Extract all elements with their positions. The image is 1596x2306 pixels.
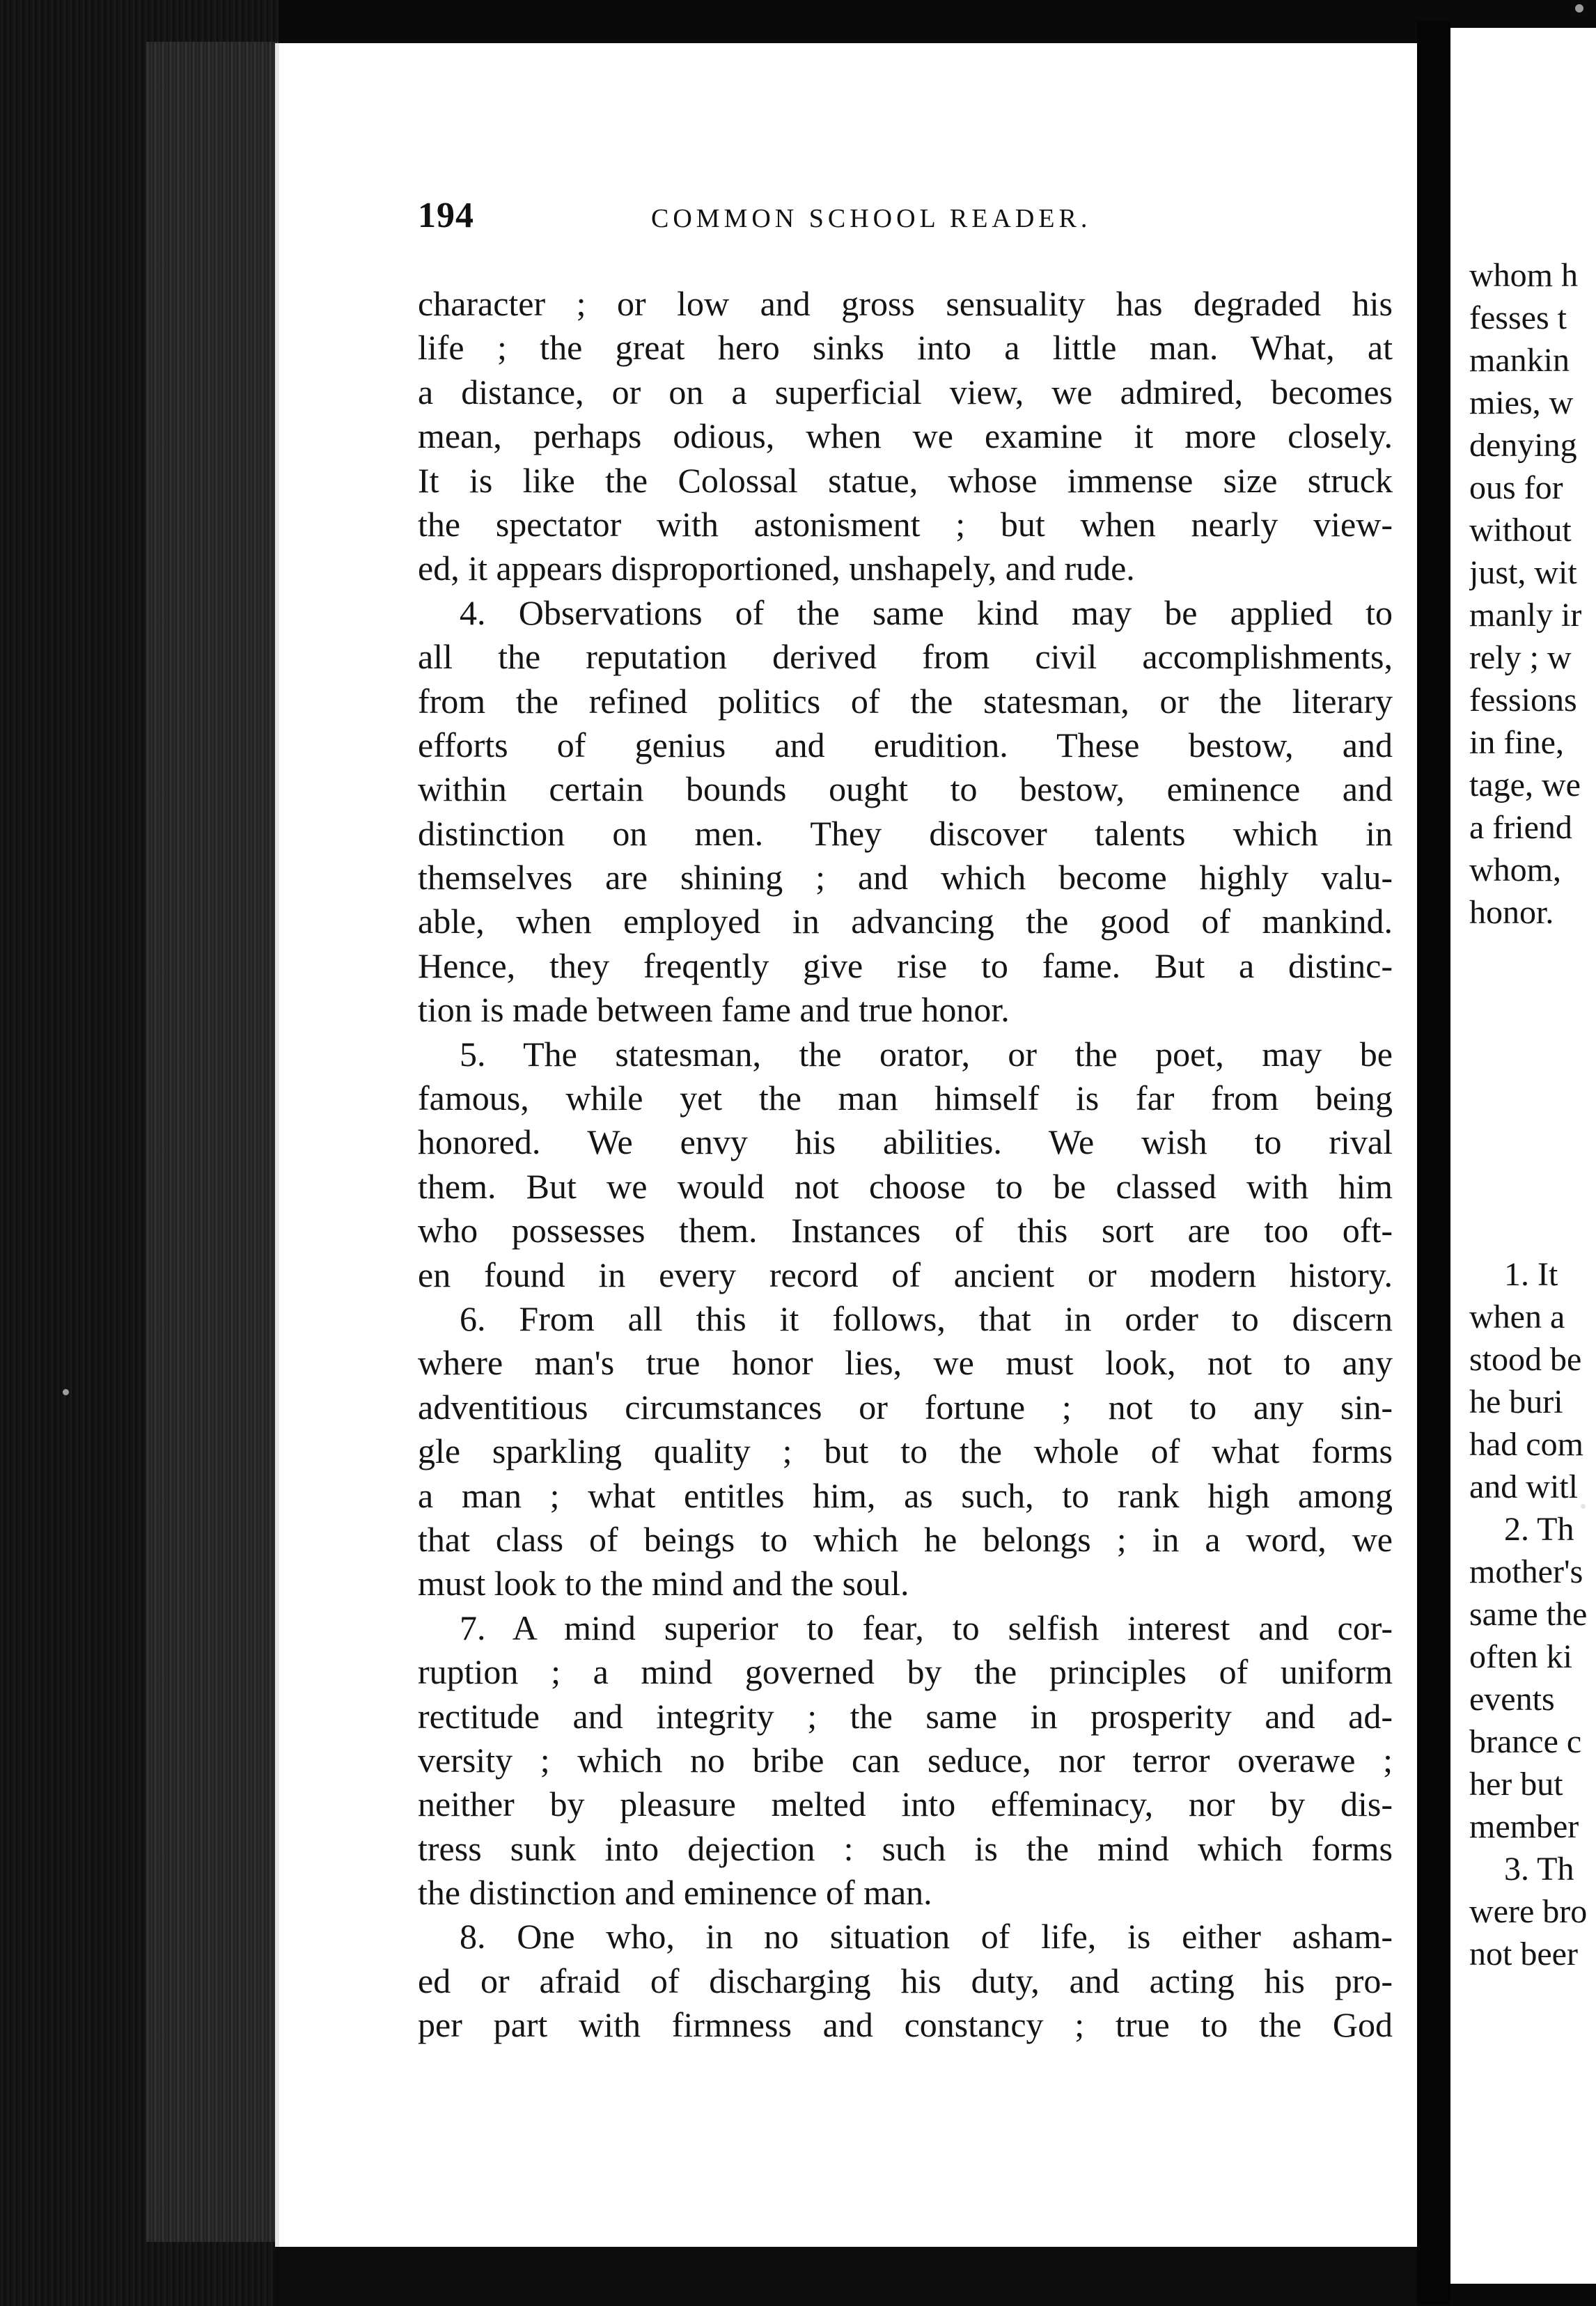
running-head: COMMON SCHOOL READER. (651, 204, 1092, 233)
text-line: just, wit (1469, 554, 1577, 591)
text-line: within certain bounds ought to bestow, eminence and (418, 769, 1393, 809)
text-line: rectitude and integrity ; the same in prosperity and ad- (418, 1696, 1393, 1736)
text-line: from the refined politics of the statesman, or the literary (418, 681, 1393, 721)
text-line: them. But we would not choose to be classed with him (418, 1166, 1393, 1206)
text-line: adventitious circumstances or fortune ; not to any sin- (418, 1387, 1393, 1427)
text-line: a friend (1469, 809, 1572, 846)
text-line: fesses t (1469, 299, 1567, 336)
text-line: member (1469, 1808, 1579, 1845)
text-line: that class of beings to which he belongs ; in a word, we (418, 1519, 1393, 1559)
text-line: he buri (1469, 1383, 1563, 1420)
text-line: must look to the mind and the soul. (418, 1564, 909, 1603)
text-line: ruption ; a mind governed by the principles of uniform (418, 1652, 1393, 1692)
text-line: mies, w (1469, 384, 1574, 421)
text-line: tress sunk into dejection : such is the mind which forms (418, 1828, 1393, 1868)
text-line: and witl (1469, 1468, 1578, 1505)
text-line: all the reputation derived from civil accomplishments, (418, 637, 1393, 677)
paragraph-start-line: 8. One who, in no situation of life, is either asham- (460, 1917, 1393, 1956)
text-line: 2. Th (1504, 1511, 1574, 1548)
text-line: fessions (1469, 682, 1577, 719)
text-line: her but (1469, 1766, 1563, 1803)
text-line: character ; or low and gross sensuality has degraded his (418, 284, 1393, 323)
text-line: ed or afraid of discharging his duty, and acting his pro- (418, 1961, 1393, 2000)
text-line: whom, (1469, 852, 1561, 888)
text-line: who possesses them. Instances of this sort are too oft- (418, 1211, 1393, 1250)
text-line: en found in every record of ancient or modern history. (418, 1255, 1393, 1294)
text-line: mother's (1469, 1553, 1583, 1590)
text-line: neither by pleasure melted into effeminacy, nor by dis- (418, 1785, 1393, 1824)
text-line: life ; the great hero sinks into a little man. What, at (418, 328, 1393, 368)
paragraph-start-line: 6. From all this it follows, that in order to discern (460, 1299, 1393, 1338)
text-line: without (1469, 512, 1572, 549)
text-line: Hence, they freqently give rise to fame. But a distinc- (418, 946, 1393, 985)
page-number: 194 (418, 196, 474, 235)
paragraph-start-line: 7. A mind superior to fear, to selfish interest and cor- (460, 1608, 1393, 1647)
text-line: often ki (1469, 1638, 1572, 1675)
page-header (418, 195, 1393, 237)
text-line: 1. It (1504, 1256, 1558, 1293)
text-line: able, when employed in advancing the good of mankind. (418, 902, 1393, 941)
text-line: distinction on men. They discover talents which in (418, 813, 1393, 853)
text-line: whom h (1469, 257, 1578, 294)
right-page-top-fragment (1469, 254, 1596, 950)
text-line: per part with firmness and constancy ; true to the God (418, 2005, 1393, 2045)
text-line: gle sparkling quality ; but to the whole of what forms (418, 1432, 1393, 1471)
text-line: same the (1469, 1596, 1588, 1633)
text-line: denying (1469, 427, 1577, 464)
text-line: mankin (1469, 342, 1570, 379)
text-line: were bro (1469, 1893, 1588, 1930)
text-line: had com (1469, 1426, 1583, 1463)
text-line: when a (1469, 1299, 1565, 1335)
book-gutter (1417, 21, 1450, 2305)
left-page-body (418, 282, 1393, 2048)
text-line: famous, while yet the man himself is far from being (418, 1079, 1393, 1118)
text-line: where man's true honor lies, we must look, not to any (418, 1343, 1393, 1383)
text-line: brance c (1469, 1723, 1582, 1760)
right-page-bottom-fragment (1469, 1253, 1596, 2005)
text-line: in fine, (1469, 724, 1564, 761)
paragraph-start-line: 5. The statesman, the orator, or the poet, may be (460, 1034, 1393, 1074)
paragraph-start-line: 4. Observations of the same kind may be applied to (460, 593, 1393, 632)
text-line: ous for (1469, 469, 1563, 506)
page-stack-edge (146, 42, 279, 2242)
text-line: a distance, or on a superficial view, we admired, becomes (418, 372, 1393, 411)
text-line: the distinction and eminence of man. (418, 1873, 932, 1913)
text-line: efforts of genius and erudition. These bestow, and (418, 725, 1393, 764)
text-line: tage, we (1469, 767, 1581, 803)
dust-speck (63, 1389, 69, 1395)
text-line: ed, it appears disproportioned, unshapely, and rude. (418, 549, 1135, 588)
text-line: manly ir (1469, 597, 1582, 634)
text-line: versity ; which no bribe can seduce, nor terror overawe ; (418, 1740, 1393, 1780)
dust-speck (1575, 4, 1583, 13)
text-line: mean, perhaps odious, when we examine it more closely. (418, 416, 1393, 456)
text-line: not beer (1469, 1936, 1578, 1972)
text-line: honor. (1469, 894, 1554, 931)
text-line: It is like the Colossal statue, whose immense size struck (418, 460, 1393, 500)
text-line: stood be (1469, 1341, 1582, 1378)
text-line: a man ; what entitles him, as such, to rank high among (418, 1475, 1393, 1515)
text-line: 3. Th (1504, 1851, 1574, 1888)
text-line: events (1469, 1681, 1555, 1718)
text-line: rely ; w (1469, 639, 1572, 676)
text-line: tion is made between fame and true honor. (418, 990, 1010, 1030)
bottom-shadow (275, 2247, 1417, 2306)
text-line: themselves are shining ; and which become highly valu- (418, 858, 1393, 897)
text-line: the spectator with astonisment ; but when nearly view- (418, 504, 1393, 544)
text-line: honored. We envy his abilities. We wish to rival (418, 1122, 1393, 1162)
